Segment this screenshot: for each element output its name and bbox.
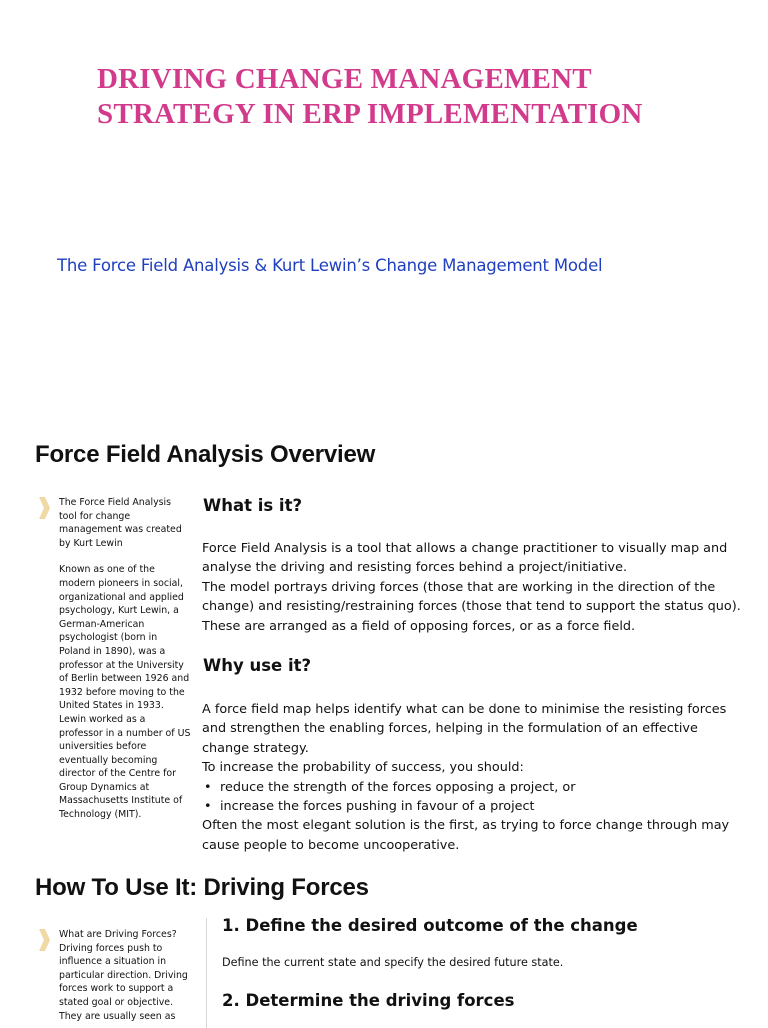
- list-item: • reduce the strength of the forces opposing a project, or: [202, 778, 742, 797]
- driving-sidebar: [37, 928, 189, 1023]
- why-bullet-list: [202, 778, 742, 817]
- title-line-2: STRATEGY IN ERP IMPLEMENTATION: [97, 98, 643, 130]
- overview-sidebar: [37, 496, 189, 822]
- step-1-heading: 1. Define the desired outcome of the change: [222, 916, 638, 935]
- chevron-right-icon: [37, 928, 51, 952]
- title-line-1: DRIVING CHANGE MANAGEMENT: [97, 63, 592, 95]
- why-use-it-body: [202, 700, 742, 855]
- overview-heading: Force Field Analysis Overview: [35, 441, 376, 468]
- list-item: • increase the forces pushing in favour of a project: [202, 797, 742, 816]
- what-paragraph-1: Force Field Analysis is a tool that allows a change practitioner to visually map and analyse the driving and resisting forces behind a project/initiative.: [202, 541, 728, 576]
- what-paragraph-2: The model portrays driving forces (those that are working in the direction of the change) and resisting/restraining forces (those that tend to support the status quo). These are arranged as a field of opposing forces, or as a force field.: [202, 579, 741, 634]
- driving-sidebar-body: Driving forces push to influence a situation in particular direction. Driving forces work to support a stated goal or objective. They are usually seen as: [59, 942, 188, 1022]
- step-1-text: Define the current state and specify the desired future state.: [222, 956, 564, 969]
- why-use-it-heading: Why use it?: [203, 656, 312, 675]
- driving-forces-heading: How To Use It: Driving Forces: [35, 874, 369, 901]
- overview-sidebar-body: Known as one of the modern pioneers in social, organizational and applied psychology, Kurt Lewin, a German-American psychologist (born in Poland in 1890), was a professor at the University of Berlin between 1926 and 1932 before moving to the United States in 1933. Lewin worked as a professor in a number of US universities before eventually becoming director of the Centre for Group Dynamics at Massachusetts Institute of Technology (MIT).: [59, 564, 191, 821]
- overview-sidebar-lead: The Force Field Analysis tool for change management was created by Kurt Lewin: [59, 497, 182, 549]
- why-paragraph-2: To increase the probability of success, you should:: [202, 760, 524, 776]
- what-is-it-heading: What is it?: [203, 496, 303, 515]
- document-subtitle: The Force Field Analysis & Kurt Lewin’s Change Management Model: [57, 256, 603, 275]
- driving-sidebar-lead: What are Driving Forces?: [59, 929, 177, 940]
- why-paragraph-1: A force field map helps identify what can be done to minimise the resisting forces and strengthen the enabling forces, helping in the formulation of an effective change strategy.: [202, 702, 727, 756]
- what-is-it-body: [202, 539, 742, 636]
- step-2-heading: 2. Determine the driving forces: [222, 991, 515, 1010]
- why-paragraph-3: Often the most elegant solution is the first, as trying to force change through may cause people to become uncooperative.: [202, 818, 730, 853]
- column-divider: [206, 918, 207, 1028]
- document-title: [97, 62, 737, 132]
- chevron-right-icon: [37, 496, 51, 520]
